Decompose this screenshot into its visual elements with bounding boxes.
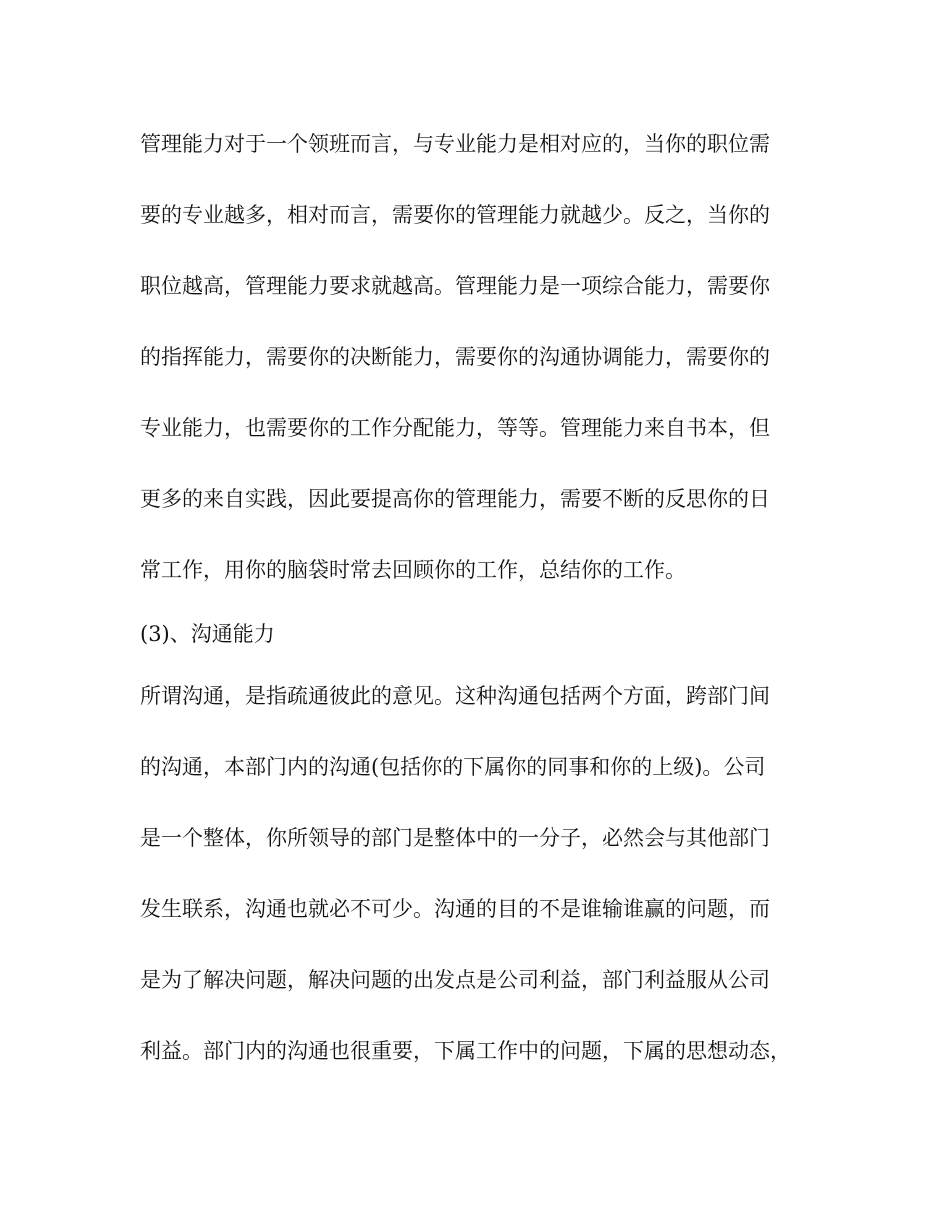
paragraph-1-line-3: 职位越高，管理能力要求就越高。管理能力是一项综合能力，需要你 [140,274,770,298]
paragraph-2-line-3: 是一个整体，你所领导的部门是整体中的一分子，必然会与其他部门 [140,826,770,850]
paragraph-2-line-2: 的沟通，本部门内的沟通(包括你的下属你的同事和你的上级)。公司 [140,755,766,779]
paragraph-1-line-6: 更多的来自实践，因此要提高你的管理能力，需要不断的反思你的日 [140,487,770,511]
paragraph-1-line-5: 专业能力，也需要你的工作分配能力，等等。管理能力来自书本，但 [140,416,770,440]
paragraph-1-line-7: 常工作，用你的脑袋时常去回顾你的工作，总结你的工作。 [140,558,686,582]
paragraph-2-line-4: 发生联系，沟通也就必不可少。沟通的目的不是谁输谁赢的问题，而 [140,897,770,921]
section-heading: (3)、沟通能力 [140,622,275,646]
paragraph-1-line-2: 要的专业越多，相对而言，需要你的管理能力就越少。反之，当你的 [140,203,770,227]
paragraph-2-line-6: 利益。部门内的沟通也很重要，下属工作中的问题，下属的思想动态， [140,1039,791,1063]
paragraph-1-line-1: 管理能力对于一个领班而言，与专业能力是相对应的，当你的职位需 [140,132,770,156]
paragraph-2-line-1: 所谓沟通，是指疏通彼此的意见。这种沟通包括两个方面，跨部门间 [140,684,770,708]
paragraph-1-line-4: 的指挥能力，需要你的决断能力，需要你的沟通协调能力，需要你的 [140,345,770,369]
paragraph-2-line-5: 是为了解决问题，解决问题的出发点是公司利益，部门利益服从公司 [140,968,770,992]
